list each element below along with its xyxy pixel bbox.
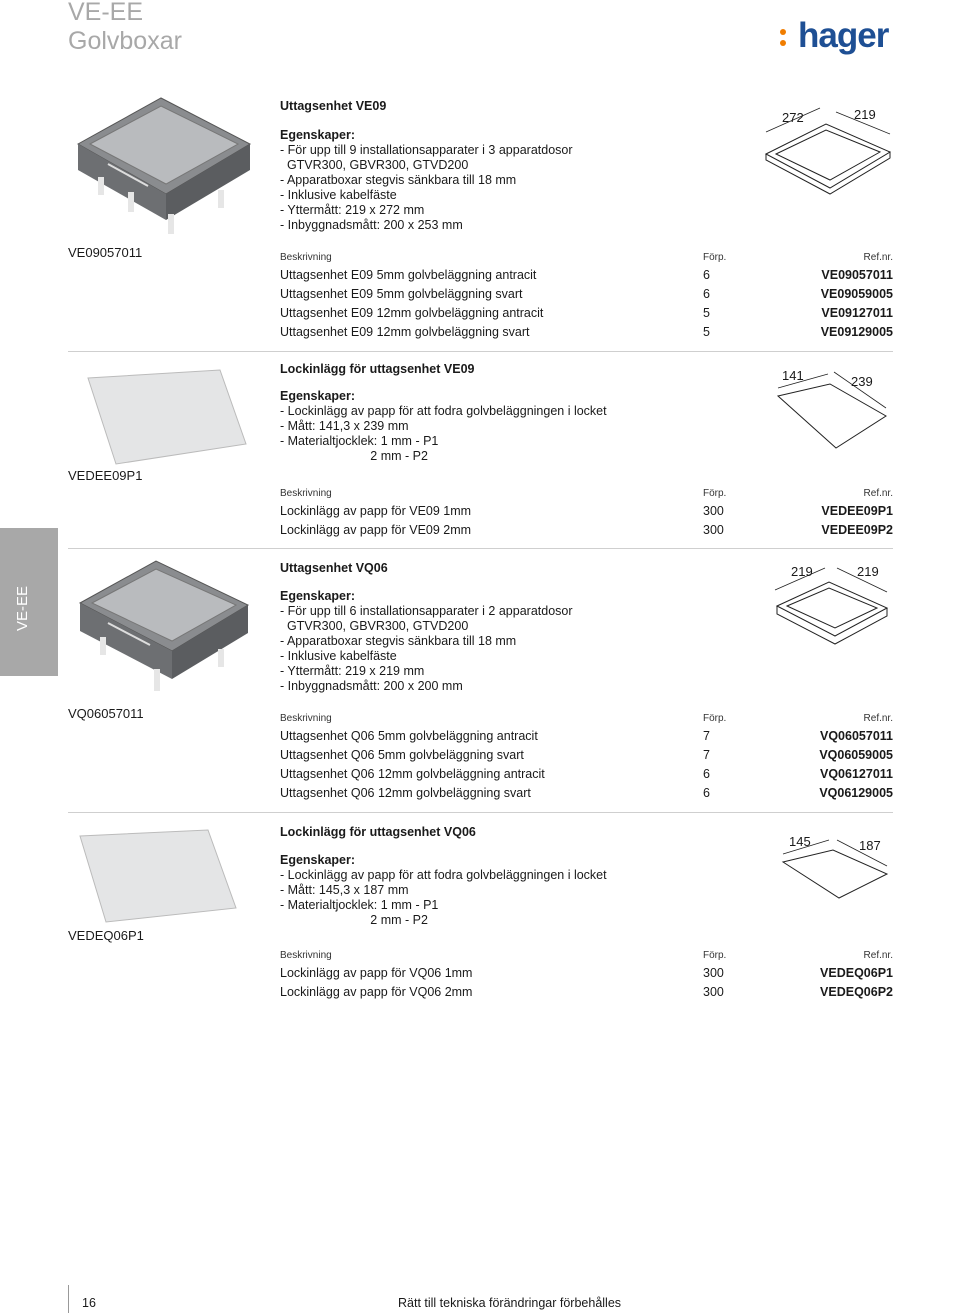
properties-list — [280, 604, 573, 694]
dimension-label: 219 — [854, 107, 876, 122]
row-ref: VQ06059005 — [819, 747, 893, 762]
section-title: Uttagsenhet VQ06 — [280, 561, 388, 575]
table-row — [280, 764, 893, 783]
properties-list — [280, 868, 607, 928]
table-row — [280, 322, 893, 341]
dimension-label: 141 — [782, 368, 804, 383]
section-divider — [68, 548, 893, 549]
product-code: VEDEQ06P1 — [68, 928, 144, 943]
header-ref: Ref.nr. — [863, 252, 893, 263]
logo-dot-icon — [780, 29, 786, 35]
product-image-ve09 — [68, 92, 253, 242]
row-pack: 7 — [703, 728, 710, 743]
property-line: - Yttermått: 219 x 272 mm — [280, 203, 425, 217]
row-ref: VE09057011 — [821, 267, 893, 282]
header-ref: Ref.nr. — [863, 713, 893, 724]
property-line: GTVR300, GBVR300, GTVD200 — [280, 619, 469, 633]
property-line: 2 mm - P2 — [280, 449, 428, 463]
table-row — [280, 501, 893, 520]
row-description: Uttagsenhet E09 12mm golvbeläggning svart — [280, 324, 530, 339]
product-code: VQ06057011 — [68, 706, 144, 721]
row-ref: VQ06129005 — [819, 785, 893, 800]
row-pack: 6 — [703, 267, 710, 282]
header-description: Beskrivning — [280, 488, 332, 499]
table-row — [280, 265, 893, 284]
property-line: - För upp till 6 installationsapparater i 2 apparatdosor — [280, 604, 573, 618]
properties-heading: Egenskaper: — [280, 389, 356, 403]
table-row — [280, 783, 893, 802]
property-line: - Materialtjocklek: 1 mm - P1 — [280, 898, 439, 912]
row-description: Uttagsenhet Q06 5mm golvbeläggning antracit — [280, 728, 538, 743]
product-code: VE09057011 — [68, 245, 143, 260]
header-description: Beskrivning — [280, 252, 332, 263]
row-description: Lockinlägg av papp för VQ06 1mm — [280, 965, 473, 980]
logo-text: hager — [798, 16, 889, 55]
header-pack: Förp. — [703, 950, 727, 961]
row-description: Uttagsenhet E09 5mm golvbeläggning svart — [280, 286, 523, 301]
property-line: - Lockinlägg av papp för att fodra golvbeläggningen i locket — [280, 404, 607, 418]
property-line: 2 mm - P2 — [280, 913, 428, 927]
header-ref: Ref.nr. — [863, 488, 893, 499]
side-tab-label: VE-EE — [14, 585, 31, 631]
section-title: Uttagsenhet VE09 — [280, 99, 387, 113]
section-title: Lockinlägg för uttagsenhet VE09 — [280, 362, 475, 376]
row-description: Lockinlägg av papp för VE09 1mm — [280, 503, 472, 518]
dimension-label: 219 — [791, 564, 813, 579]
table-header — [280, 250, 893, 265]
page-number: 16 — [82, 1296, 96, 1310]
dimension-label: 187 — [859, 838, 881, 853]
row-description: Lockinlägg av papp för VQ06 2mm — [280, 984, 473, 999]
product-table — [280, 948, 893, 1001]
table-row — [280, 982, 893, 1001]
property-line: - Inbyggnadsmått: 200 x 253 mm — [280, 218, 463, 232]
logo-dot-icon — [780, 40, 786, 46]
side-tab — [0, 528, 58, 676]
table-row — [280, 303, 893, 322]
table-row — [280, 726, 893, 745]
table-row — [280, 520, 893, 539]
row-ref: VQ06057011 — [820, 728, 893, 743]
row-pack: 7 — [703, 747, 710, 762]
dimension-drawing-insert-vq06 — [765, 830, 900, 910]
row-description: Lockinlägg av papp för VE09 2mm — [280, 522, 472, 537]
property-line: - Inbyggnadsmått: 200 x 200 mm — [280, 679, 463, 693]
dimension-drawing-vq06 — [765, 562, 900, 672]
row-ref: VEDEE09P1 — [821, 503, 893, 518]
property-line: - Mått: 145,3 x 187 mm — [280, 883, 409, 897]
title-line-2: Golvboxar — [68, 27, 182, 55]
property-line: - Lockinlägg av papp för att fodra golvbeläggningen i locket — [280, 868, 607, 882]
header-pack: Förp. — [703, 713, 727, 724]
footer-note: Rätt till tekniska förändringar förbehålles — [398, 1296, 622, 1310]
property-line: - Apparatboxar stegvis sänkbara till 18 mm — [280, 634, 517, 648]
table-header — [280, 948, 893, 963]
dimension-label: 219 — [857, 564, 879, 579]
dimension-label: 239 — [851, 374, 873, 389]
row-pack: 5 — [703, 305, 710, 320]
row-pack: 6 — [703, 286, 710, 301]
header-pack: Förp. — [703, 488, 727, 499]
property-line: GTVR300, GBVR300, GTVD200 — [280, 158, 469, 172]
header-ref: Ref.nr. — [863, 950, 893, 961]
table-header — [280, 711, 893, 726]
page-title — [68, 0, 182, 56]
product-image-insert-ve09 — [68, 360, 253, 480]
footer-divider — [68, 1285, 69, 1313]
table-row — [280, 963, 893, 982]
section-title: Lockinlägg för uttagsenhet VQ06 — [280, 825, 476, 839]
property-line: - Apparatboxar stegvis sänkbara till 18 mm — [280, 173, 517, 187]
header-pack: Förp. — [703, 252, 727, 263]
row-description: Uttagsenhet Q06 5mm golvbeläggning svart — [280, 747, 524, 762]
table-row — [280, 745, 893, 764]
section-divider — [68, 812, 893, 813]
row-description: Uttagsenhet Q06 12mm golvbeläggning antracit — [280, 766, 545, 781]
dimension-drawing-ve09 — [758, 102, 898, 207]
property-line: - Inklusive kabelfäste — [280, 188, 397, 202]
row-pack: 300 — [703, 965, 724, 980]
product-image-insert-vq06 — [68, 822, 253, 932]
property-line: - För upp till 9 installationsapparater i 3 apparatdosor — [280, 143, 573, 157]
row-ref: VQ06127011 — [820, 766, 893, 781]
product-code: VEDEE09P1 — [68, 468, 143, 483]
row-pack: 300 — [703, 503, 724, 518]
row-ref: VE09127011 — [821, 305, 893, 320]
properties-list — [280, 143, 573, 233]
dimension-label: 145 — [789, 834, 811, 849]
property-line: - Mått: 141,3 x 239 mm — [280, 419, 409, 433]
header-description: Beskrivning — [280, 713, 332, 724]
properties-heading: Egenskaper: — [280, 853, 356, 867]
row-ref: VEDEQ06P2 — [820, 984, 893, 999]
product-table — [280, 486, 893, 539]
dimension-label: 272 — [782, 110, 804, 125]
row-ref: VE09129005 — [820, 324, 893, 339]
hager-logo — [778, 16, 889, 57]
product-table — [280, 250, 893, 341]
row-ref: VEDEQ06P1 — [820, 965, 893, 980]
table-header — [280, 486, 893, 501]
row-pack: 6 — [703, 766, 710, 781]
row-pack: 300 — [703, 984, 724, 999]
row-ref: VE09059005 — [820, 286, 893, 301]
row-description: Uttagsenhet Q06 12mm golvbeläggning svart — [280, 785, 531, 800]
property-line: - Materialtjocklek: 1 mm - P1 — [280, 434, 439, 448]
row-pack: 300 — [703, 522, 724, 537]
row-description: Uttagsenhet E09 5mm golvbeläggning antracit — [280, 267, 537, 282]
properties-heading: Egenskaper: — [280, 128, 356, 142]
property-line: - Yttermått: 219 x 219 mm — [280, 664, 425, 678]
section-divider — [68, 351, 893, 352]
properties-list — [280, 404, 607, 464]
dimension-drawing-insert-ve09 — [758, 366, 898, 456]
row-description: Uttagsenhet E09 12mm golvbeläggning antracit — [280, 305, 544, 320]
property-line: - Inklusive kabelfäste — [280, 649, 397, 663]
product-table — [280, 711, 893, 802]
row-pack: 5 — [703, 324, 710, 339]
title-line-1: VE-EE — [68, 0, 144, 26]
table-row — [280, 284, 893, 303]
properties-heading: Egenskaper: — [280, 589, 356, 603]
header-description: Beskrivning — [280, 950, 332, 961]
product-image-vq06 — [68, 553, 253, 703]
row-pack: 6 — [703, 785, 710, 800]
row-ref: VEDEE09P2 — [821, 522, 893, 537]
